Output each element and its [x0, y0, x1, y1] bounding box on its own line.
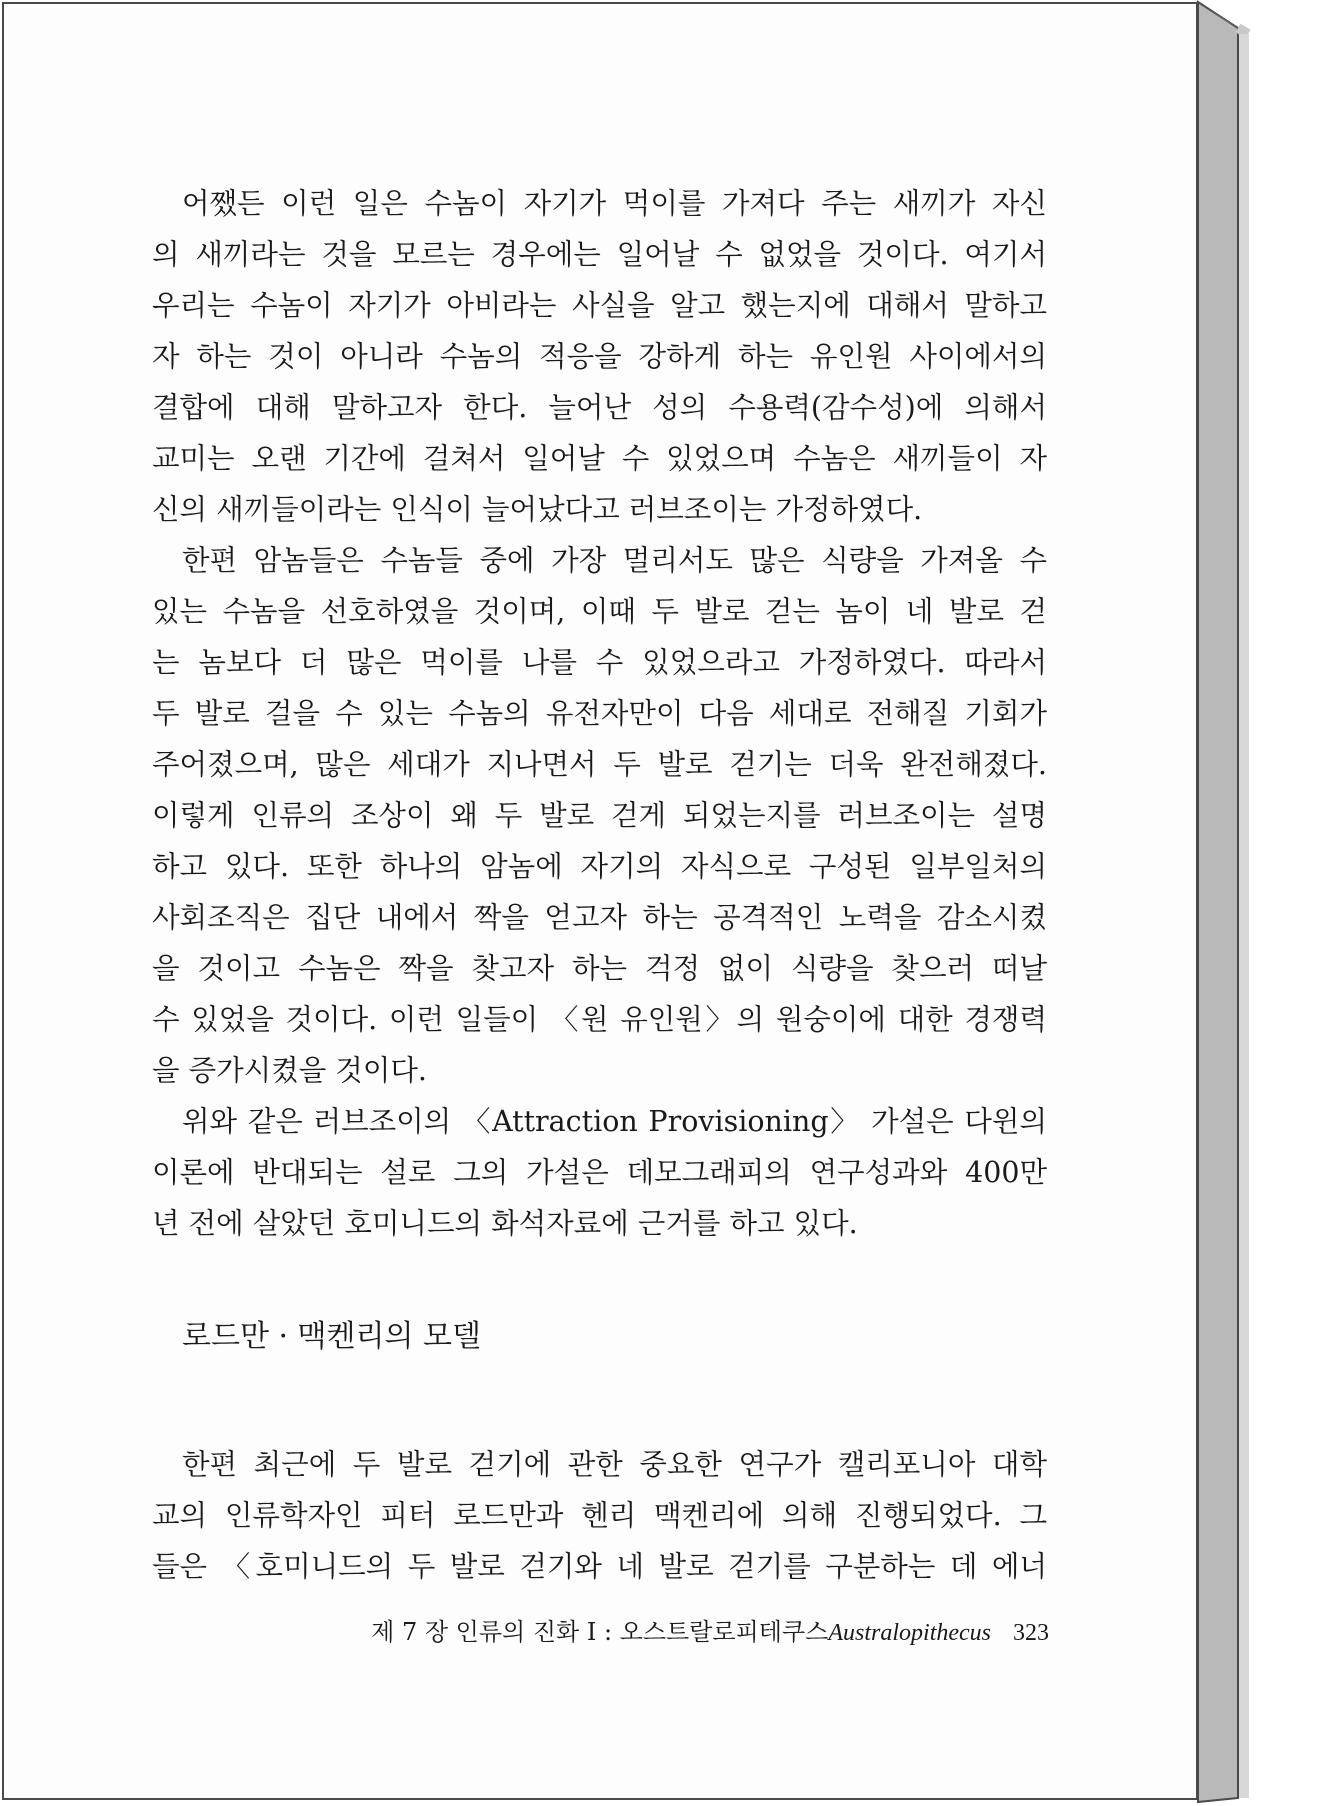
text-line: 년 전에 살았던 호미니드의 화석자료에 근거를 하고 있다. [152, 1207, 858, 1240]
text-line: 사회조직은 집단 내에서 짝을 얻고자 하는 공격적인 노력을 감소시켰 [152, 901, 1047, 934]
text-line: 신의 새끼들이라는 인식이 늘어났다고 러브조이는 가정하였다. [152, 493, 923, 526]
text-line: 어쨌든 이런 일은 수놈이 자기가 먹이를 가져다 주는 새끼가 자신 [182, 187, 1047, 220]
paragraph-3 [152, 1096, 1047, 1249]
text-line: 하고 있다. 또한 하나의 암놈에 자기의 자식으로 구성된 일부일처의 [152, 850, 1047, 883]
paragraph-1 [152, 178, 1047, 535]
paragraph-4 [152, 1439, 1047, 1592]
text-line: 위와 같은 러브조이의 〈Attraction Provisioning〉 가설은 다윈의 [182, 1105, 1047, 1138]
text-line: 을 증가시켰을 것이다. [152, 1054, 427, 1087]
paragraph-2 [152, 535, 1047, 1096]
text-line: 이렇게 인류의 조상이 왜 두 발로 걷게 되었는지를 러브조이는 설명 [152, 799, 1047, 832]
footer-latin-name: Australopithecus [828, 1620, 991, 1646]
text-line: 주어졌으며, 많은 세대가 지나면서 두 발로 걷기는 더욱 완전해졌다. [152, 748, 1047, 781]
text-line: 두 발로 걸을 수 있는 수놈의 유전자만이 다음 세대로 전해질 기회가 [152, 697, 1047, 730]
text-line: 교의 인류학자인 피터 로드만과 헨리 맥켄리에 의해 진행되었다. 그 [152, 1499, 1047, 1532]
text-line: 있는 수놈을 선호하였을 것이며, 이때 두 발로 걷는 놈이 네 발로 걷 [152, 595, 1047, 628]
running-footer [328, 1612, 1049, 1652]
text-line: 이론에 반대되는 설로 그의 가설은 데모그래피의 연구성과와 400만 [152, 1156, 1047, 1189]
spacer [152, 1367, 1047, 1439]
text-line: 는 놈보다 더 많은 먹이를 나를 수 있었으라고 가정하였다. 따라서 [152, 646, 1047, 679]
body-text [152, 178, 1047, 1592]
text-line: 결합에 대해 말하고자 한다. 늘어난 성의 수용력(감수성)에 의해서 [152, 391, 1047, 424]
text-line: 의 새끼라는 것을 모르는 경우에는 일어날 수 없었을 것이다. 여기서 [152, 238, 1047, 271]
text-line: 한편 최근에 두 발로 걷기에 관한 중요한 연구가 캘리포니아 대학 [182, 1448, 1047, 1481]
text-line: 한편 암놈들은 수놈들 중에 가장 멀리서도 많은 식량을 가져올 수 [182, 544, 1047, 577]
spacer [152, 1249, 1047, 1307]
text-line: 을 것이고 수놈은 짝을 찾고자 하는 걱정 없이 식량을 찾으러 떠날 [152, 952, 1047, 985]
text-line: 우리는 수놈이 자기가 아비라는 사실을 알고 했는지에 대해서 말하고 [152, 289, 1047, 322]
text-line: 자 하는 것이 아니라 수놈의 적응을 강하게 하는 유인원 사이에서의 [152, 340, 1047, 373]
page-number: 323 [1013, 1620, 1049, 1646]
text-line: 들은 〈호미니드의 두 발로 걷기와 네 발로 걷기를 구분하는 데 에너 [152, 1550, 1047, 1583]
text-line: 수 있었을 것이다. 이런 일들이 〈원 유인원〉의 원숭이에 대한 경쟁력 [152, 1003, 1047, 1036]
footer-chapter-title: 제 7 장 인류의 진화 Ⅰ : 오스트랄로피테쿠스 [371, 1618, 829, 1646]
section-heading: 로드만 · 맥켄리의 모델 [182, 1319, 481, 1354]
text-line: 교미는 오랜 기간에 걸쳐서 일어날 수 있었으며 수놈은 새끼들이 자 [152, 442, 1047, 475]
